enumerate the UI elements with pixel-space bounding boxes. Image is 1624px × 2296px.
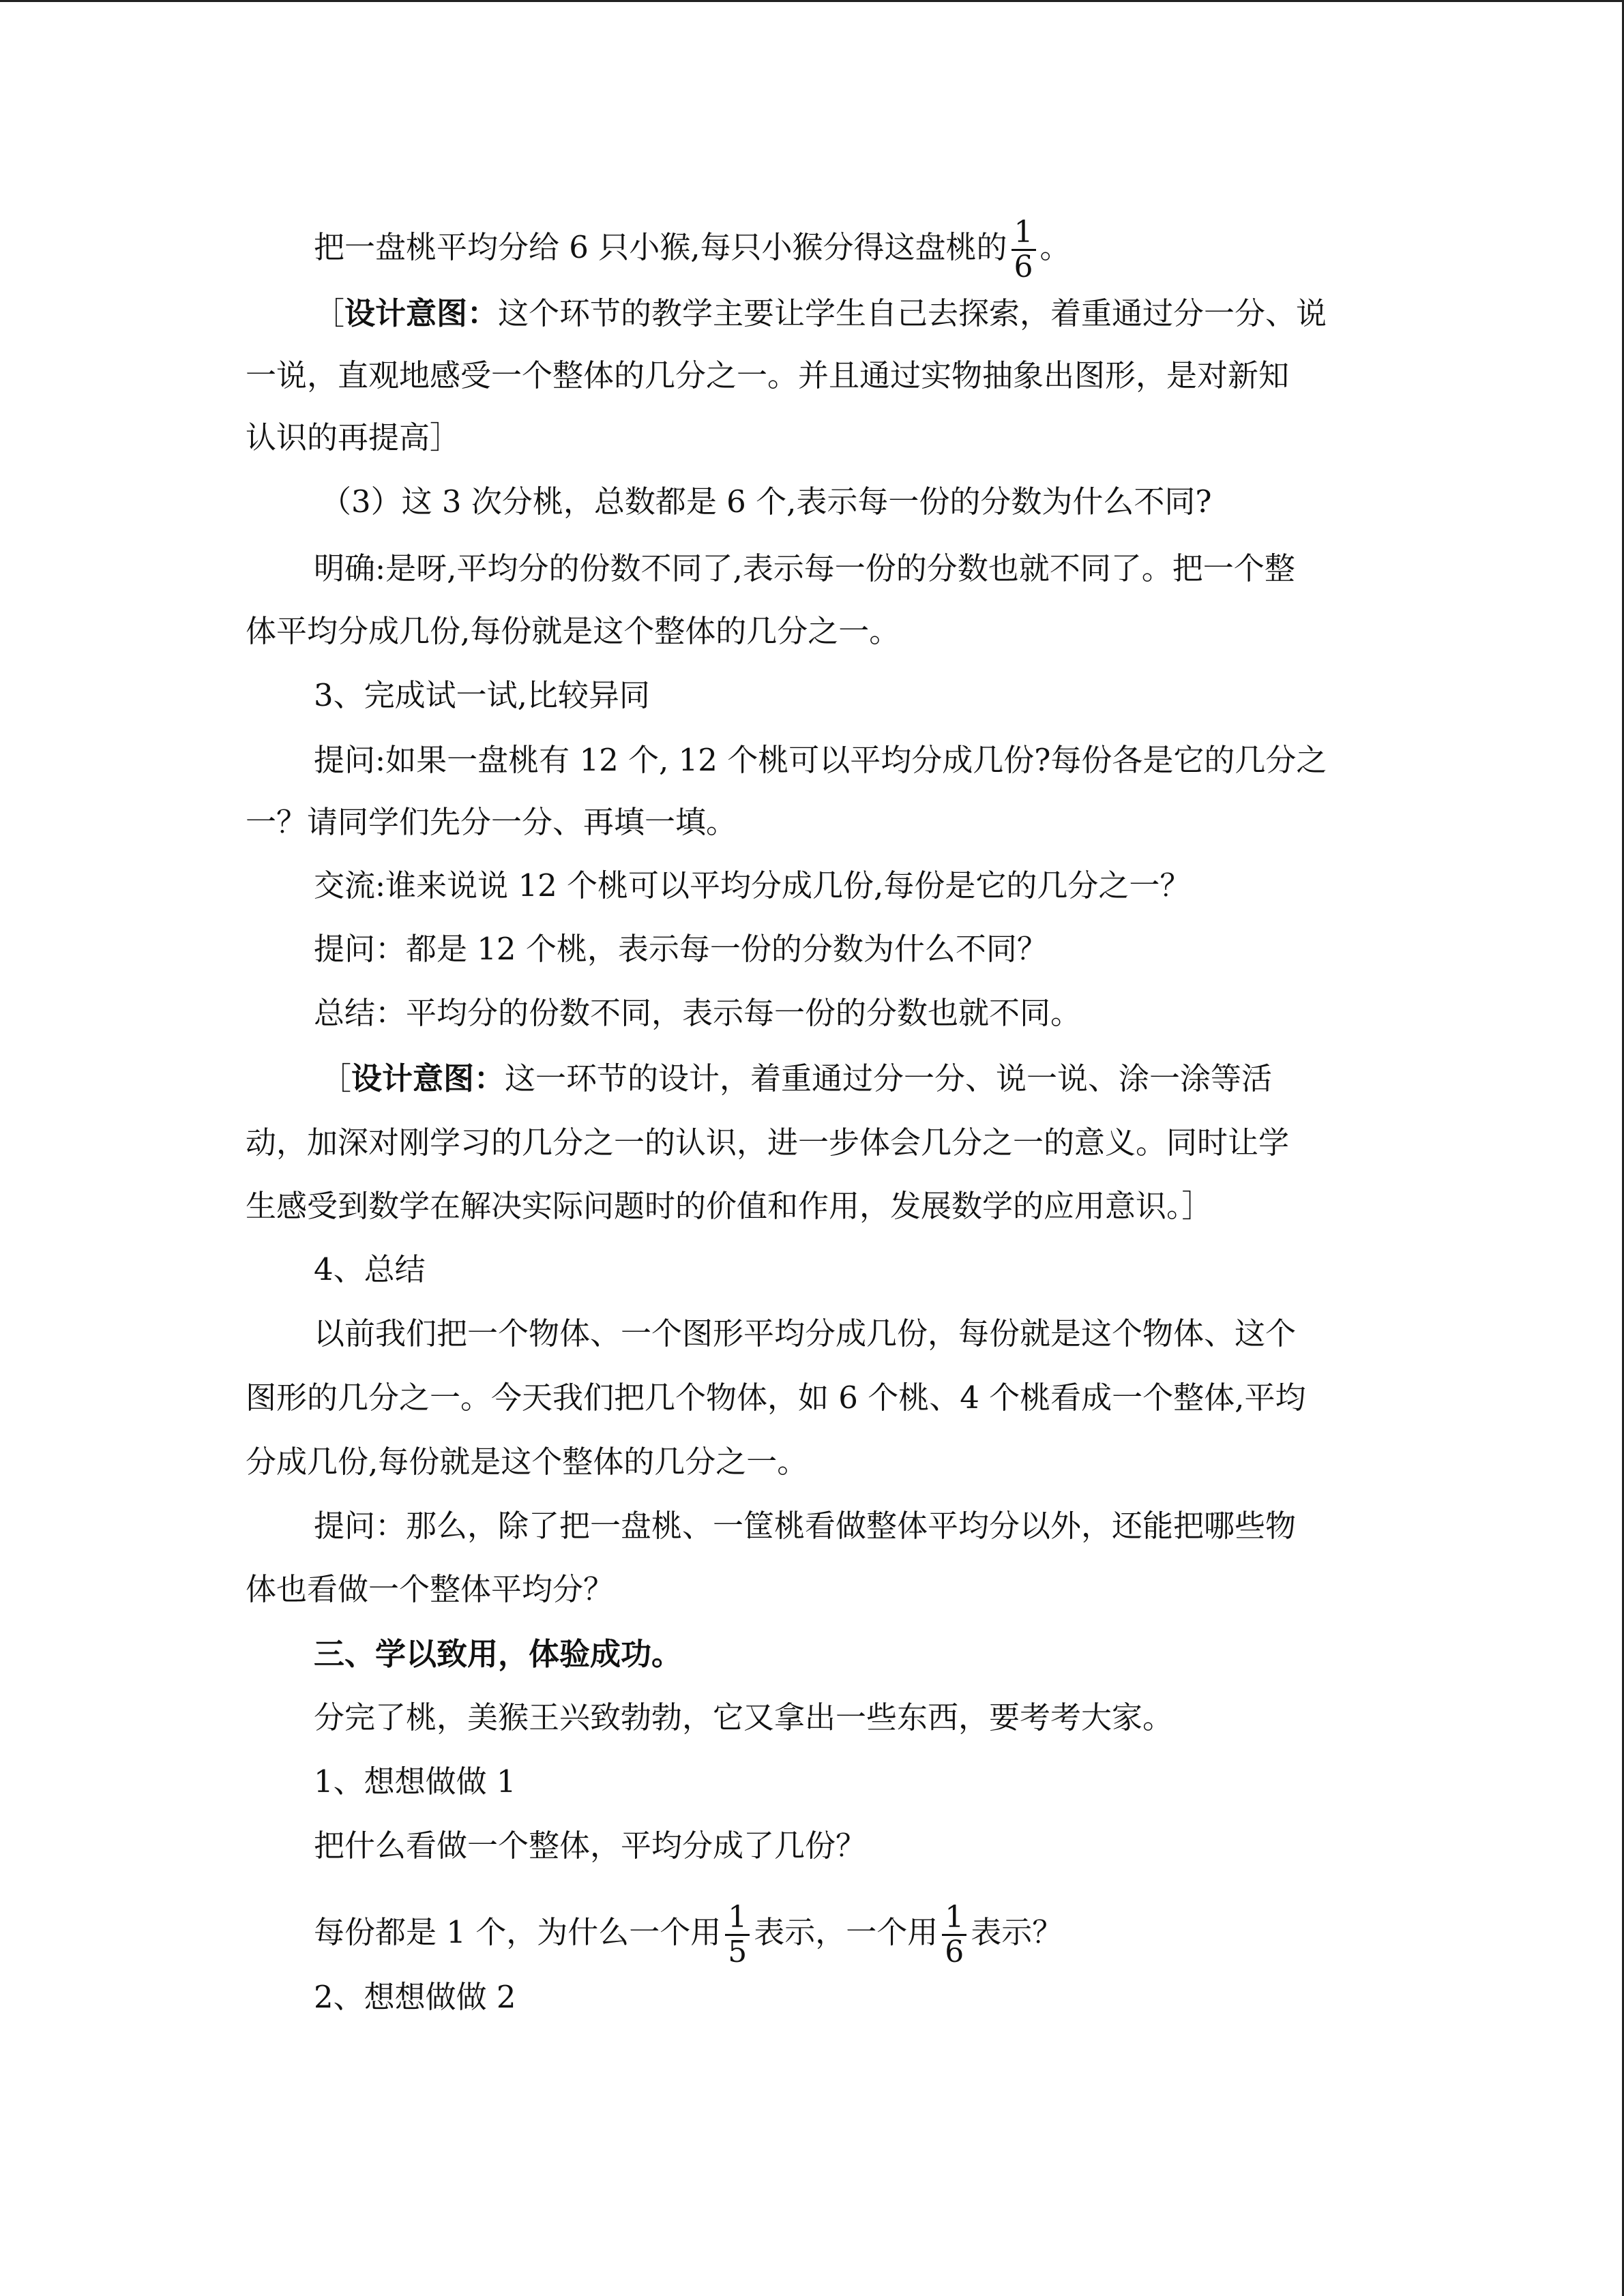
conclusion-line-1: 以前我们把一个物体、一个图形平均分成几份，每份就是这个物体、这个 [314,1315,1297,1352]
design-intent-heading: 设计意图： [344,295,499,331]
fraction-denominator: 5 [728,1935,748,1969]
conclusion-line-3: 分成几份,每份就是这个整体的几分之一。 [246,1444,808,1480]
fraction-denominator: 6 [945,1935,964,1969]
text: 这一环节的设计，着重通过分一分、说一说、涂一涂等活 [505,1060,1273,1097]
text: 这个环节的教学主要让学生自己去探索，着重通过分一分、说 [498,295,1327,331]
clarify-line-1: 明确:是呀,平均分的份数不同了,表示每一份的分数也就不同了。把一个整 [314,550,1295,586]
bracket: ［ [314,295,345,331]
exercise-2-heading: 2、想想做做 2 [314,1979,516,2015]
fraction-one-sixth [942,1901,966,1969]
section-4-heading: 4、总结 [314,1251,426,1287]
text: 表示，一个用 [754,1914,939,1950]
text: 。 [1039,229,1071,265]
fraction-one-sixth [1012,216,1036,284]
ask-line-3: 提问：都是 12 个桃，表示每一份的分数为什么不同？ [314,931,1048,967]
exercise-1-heading: 1、想想做做 1 [314,1763,516,1800]
design-intent-2-line-2: 动，加深对刚学习的几分之一的认识，进一步体会几分之一的意义。同时让学 [246,1124,1290,1161]
text: 每份都是 1 个，为什么一个用 [314,1914,722,1950]
section-3-heading: 3、完成试一试,比较异同 [314,677,650,713]
fraction-numerator: 1 [942,1901,966,1936]
design-intent-2-line-1 [321,1060,1272,1098]
exercise-1-question: 把什么看做一个整体，平均分成了几份？ [314,1828,867,1864]
ask-line-4: 提问：那么，除了把一盘桃、一筐桃看做整体平均分以外，还能把哪些物 [314,1508,1297,1544]
fraction-numerator: 1 [725,1901,750,1936]
exchange-line: 交流:谁来说说 12 个桃可以平均分成几份,每份是它的几分之一？ [314,867,1191,904]
paragraph-peach-six-monkeys [314,215,1071,284]
design-intent-1-line-3: 认识的再提高］ [246,419,461,456]
section-three-heading: 三、学以致用，体验成功。 [314,1636,683,1672]
question-3: （3）这 3 次分桃，总数都是 6 个,表示每一份的分数为什么不同? [321,483,1212,520]
summary-line: 总结：平均分的份数不同，表示每一份的分数也就不同。 [314,995,1082,1031]
fraction-numerator: 1 [1012,216,1036,251]
design-intent-1-line-1 [314,295,1327,333]
design-intent-1-line-2: 一说，直观地感受一个整体的几分之一。并且通过实物抽象出图形，是对新知 [246,357,1290,393]
monkey-king-line: 分完了桃，美猴王兴致勃勃，它又拿出一些东西，要考考大家。 [314,1699,1174,1735]
design-intent-2-line-3: 生感受到数学在解决实际问题时的价值和作用，发展数学的应用意识。］ [246,1188,1213,1224]
ask-line-1: 提问:如果一盘桃有 12 个, 12 个桃可以平均分成几份?每份各是它的几分之 [314,742,1327,778]
fraction-question [314,1900,1063,1969]
bracket: ［ [321,1060,352,1097]
fraction-denominator: 6 [1014,250,1033,284]
text: 表示？ [971,1914,1063,1950]
fraction-one-fifth [725,1901,750,1969]
clarify-line-2: 体平均分成几份,每份就是这个整体的几分之一。 [246,613,900,649]
ask-line-2: 一？请同学们先分一分、再填一填。 [246,804,737,840]
design-intent-heading: 设计意图： [351,1060,505,1097]
text: 把一盘桃平均分给 6 只小猴,每只小猴分得这盘桃的 [314,229,1007,265]
conclusion-line-2: 图形的几分之一。今天我们把几个物体，如 6 个桃、4 个桃看成一个整体,平均 [246,1380,1306,1416]
ask-line-5: 体也看做一个整体平均分？ [246,1571,615,1607]
